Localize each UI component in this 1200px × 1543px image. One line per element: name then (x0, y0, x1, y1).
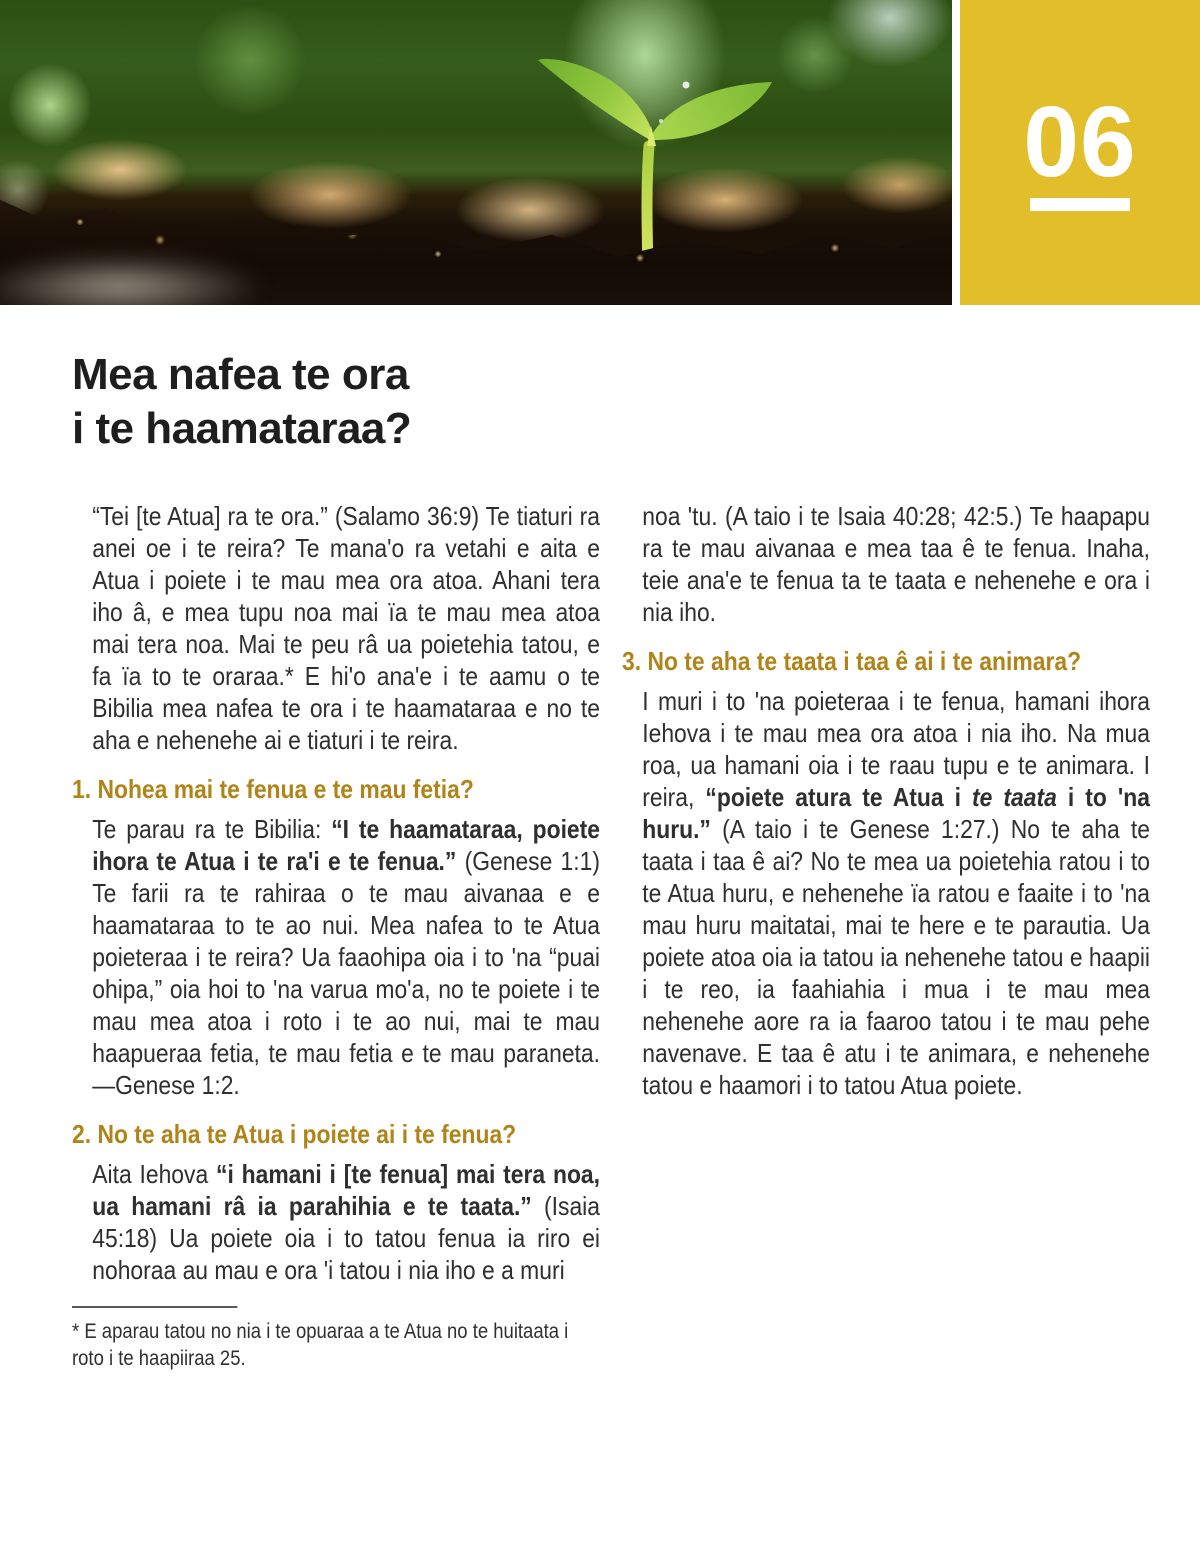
text-run: “i hamani i [te fenua] mai tera noa, ua hamani râ ia parahihia e te taata.” (92, 1159, 601, 1221)
right-column (622, 500, 1150, 1101)
body-paragraph (642, 500, 1150, 628)
text-run: “poiete atura te Atua i (705, 782, 973, 812)
body-paragraph (92, 813, 600, 1101)
soil-gray-haze (0, 237, 350, 305)
text-run: I muri i to 'na poieteraa i te fenua, hamani ihora Iehova i te mau mea ora atoa i nia iho. Na mua roa, ua hamani oia i te raau tupu e te animara. I reira, (642, 686, 1150, 812)
text-run: i to 'na huru.” (642, 782, 1150, 844)
question-text: Nohea mai te fenua e te mau fetia? (97, 774, 474, 804)
footnote-body: E aparau tatou no nia i te opuaraa a te Atua no te huitaata i roto i te haapiiraa 25. (72, 1320, 569, 1370)
body-paragraph (92, 500, 600, 756)
question-heading (622, 644, 1150, 678)
question-number: 1. (72, 774, 98, 804)
text-run: noa 'tu. (A taio i te Isaia 40:28; 42:5.) Te haapapu ra te mau aivanaa e mea taa ê te fenua. Inaha, teie ana'e te fenua ta te taata e nehenehe e ora i nia iho. (642, 501, 1150, 627)
footnote-divider (72, 1306, 237, 1308)
seedling-right-leaf (651, 82, 772, 140)
question-text: No te aha te Atua i poiete ai i te fenua? (97, 1119, 517, 1149)
text-run: Te parau ra te Bibilia: (92, 814, 332, 844)
light-sparkle (659, 119, 663, 123)
text-run: Aita Iehova (92, 1159, 217, 1189)
seedling-illustration (490, 28, 820, 273)
body-paragraph (642, 685, 1150, 1101)
footnote-text (72, 1318, 600, 1372)
question-heading (72, 1117, 600, 1151)
question-number: 3. (622, 646, 648, 676)
text-run: (A taio i te Genese 1:27.) No te aha te taata i taa ê ai? No te mea ua poietehia ratou i to te Atua huru, e nehenehe ïa ratou e faaite i to 'na mau huru maitatai, mai te here e te parautia. Ua poiete atoa oia ia tatou ia nehenehe tatou e haapii i te reo, ia faahiahia i mua i te mau mea nehenehe aore ra ia faaroo tatou i te mau pehe navenave. E taa ê atu i te animara, e nehenehe tatou e haamori i to tatou Atua poiete. (642, 814, 1150, 1100)
question-number: 2. (72, 1119, 98, 1149)
header-photo (0, 0, 952, 305)
lesson-number-block (960, 0, 1200, 305)
question-text: No te aha te taata i taa ê ai i te animara? (647, 646, 1082, 676)
text-run: (Genese 1:1) Te farii ra te rahiraa o te mau aivanaa e e haamataraa to te ao nui. Mea nafea to te Atua poieteraa i te reira? Ua faaohipa oia i to 'na “puai ohipa,” oia hoi to 'na varua mo'a, no te poiete i te mau mea atoa i roto i te ao nui, mai te mau haapueraa fetia, te mau fetia e te mau paraneta.—Genese 1:2. (92, 846, 601, 1100)
page-title (72, 348, 411, 456)
text-run: te taata (972, 782, 1057, 812)
text-run: “Tei [te Atua] ra te ora.” (Salamo 36:9) Te tiaturi ra anei oe i te reira? Te mana'o ra vetahi e aita e Atua i poiete i te mau mea ora atoa. Ahani tera iho â, e mea tupu noa mai ïa te mau mea atoa mai tera noa. Mai te peu râ ua poietehia tatou, e fa ïa to te oraraa.* E hi'o ana'e i te aamu o te Bibilia mea nafea te ora i te haamataraa e no te aha e nehenehe ai e tiaturi i te reira. (92, 501, 601, 755)
text-run: “I te haamataraa, poiete ihora te Atua i te ra'i e te fenua.” (92, 814, 601, 876)
body-paragraph (92, 1158, 600, 1286)
page-title-line1: Mea nafea te ora (72, 350, 409, 399)
light-sparkle (683, 82, 690, 89)
page-title-line2: i te haamataraa? (72, 404, 412, 453)
seedling-left-leaf (538, 59, 653, 140)
footnote-marker: * (72, 1320, 85, 1343)
question-heading (72, 772, 600, 806)
left-column (72, 500, 600, 1372)
lesson-number: 06 (1023, 86, 1137, 198)
lesson-number-underline (1030, 198, 1130, 211)
text-run: (Isaia 45:18) Ua poiete oia i to tatou fenua ia riro ei nohoraa au mau e ora 'i tatou i nia iho e a muri (92, 1191, 601, 1285)
